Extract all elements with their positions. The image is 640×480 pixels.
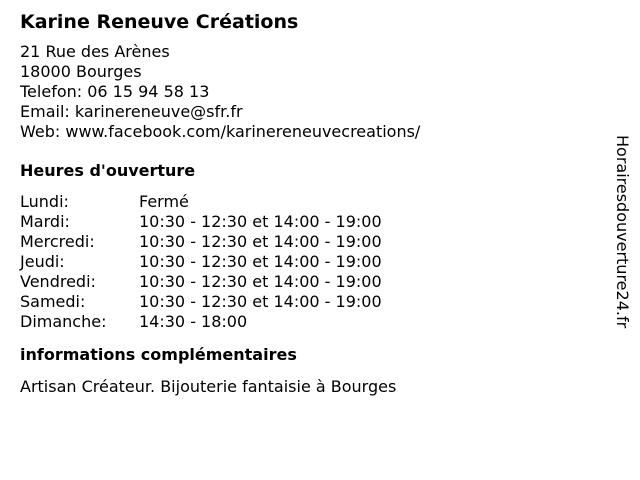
time-value: 10:30 - 12:30 et 14:00 - 19:00 xyxy=(139,232,382,251)
hours-heading: Heures d'ouverture xyxy=(20,161,196,180)
website-link: Web: www.facebook.com/karinereneuvecreations/ xyxy=(20,122,421,141)
time-value: 10:30 - 12:30 et 14:00 - 19:00 xyxy=(139,212,382,231)
phone-number: Telefon: 06 15 94 58 13 xyxy=(20,82,210,101)
site-watermark: Horairesdouverture24.fr xyxy=(613,135,632,329)
day-label: Mercredi: xyxy=(20,232,95,251)
hours-row-lundi xyxy=(20,192,600,212)
time-value: Fermé xyxy=(139,192,189,211)
info-description: Artisan Créateur. Bijouterie fantaisie à Bourges xyxy=(20,377,397,396)
business-name: Karine Reneuve Créations xyxy=(20,11,299,33)
hours-row-jeudi xyxy=(20,252,600,272)
hours-row-mardi xyxy=(20,212,600,232)
day-label: Lundi: xyxy=(20,192,69,211)
city-postal: 18000 Bourges xyxy=(20,62,142,81)
hours-row-mercredi xyxy=(20,232,600,252)
day-label: Dimanche: xyxy=(20,312,107,331)
day-label: Vendredi: xyxy=(20,272,96,291)
opening-hours-table xyxy=(20,192,600,332)
time-value: 14:30 - 18:00 xyxy=(139,312,248,331)
hours-row-vendredi xyxy=(20,272,600,292)
day-label: Mardi: xyxy=(20,212,70,231)
time-value: 10:30 - 12:30 et 14:00 - 19:00 xyxy=(139,272,382,291)
day-label: Samedi: xyxy=(20,292,86,311)
email-address: Email: karinereneuve@sfr.fr xyxy=(20,102,243,121)
time-value: 10:30 - 12:30 et 14:00 - 19:00 xyxy=(139,292,382,311)
hours-row-samedi xyxy=(20,292,600,312)
business-card xyxy=(20,10,600,397)
time-value: 10:30 - 12:30 et 14:00 - 19:00 xyxy=(139,252,382,271)
hours-row-dimanche xyxy=(20,312,600,332)
street-address: 21 Rue des Arènes xyxy=(20,42,170,61)
day-label: Jeudi: xyxy=(20,252,65,271)
info-heading: informations complémentaires xyxy=(20,345,297,364)
contact-block xyxy=(20,42,600,142)
